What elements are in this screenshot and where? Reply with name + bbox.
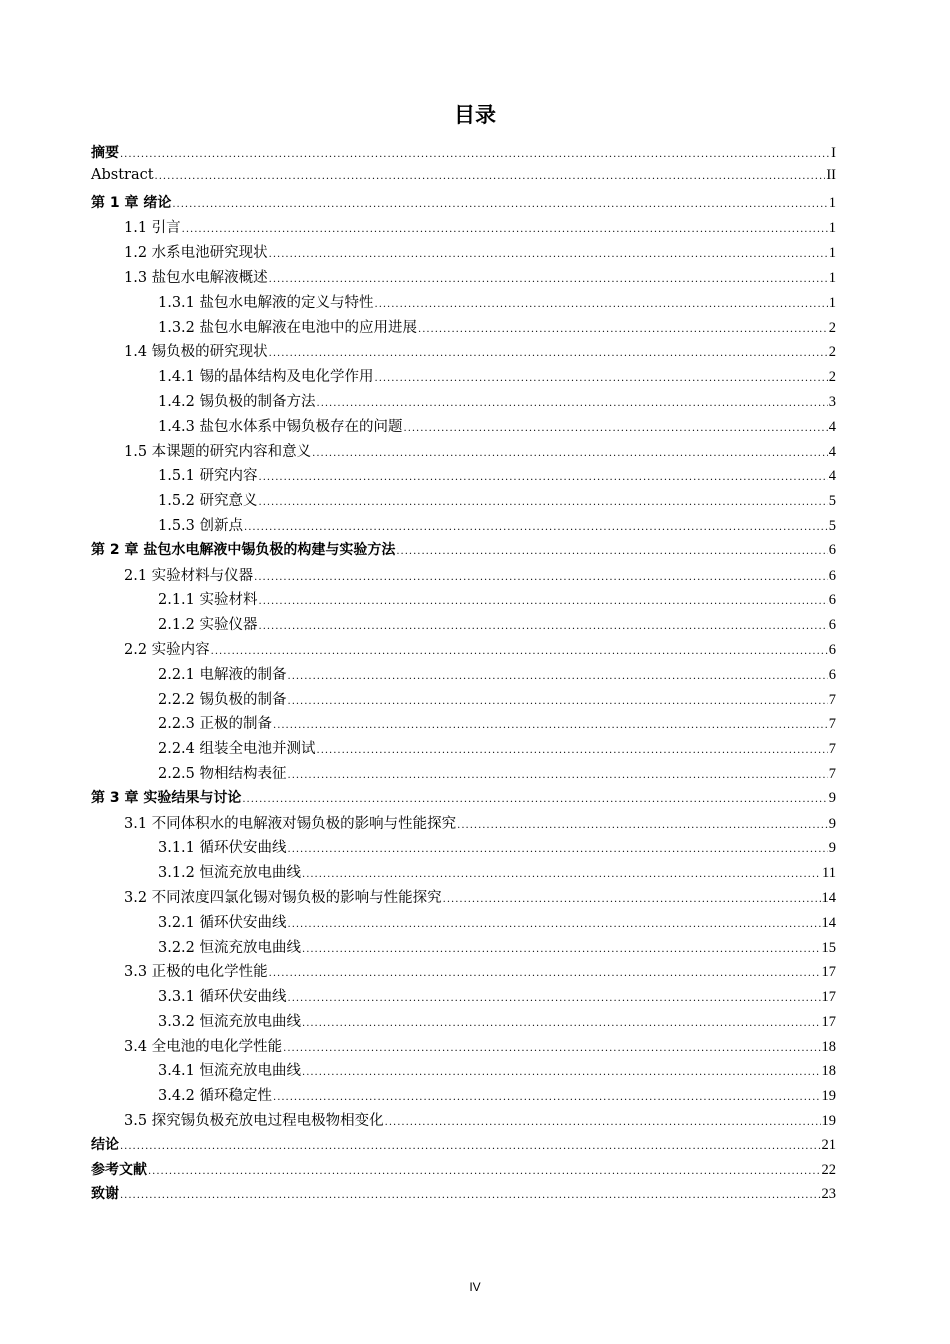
dot-leader bbox=[273, 1092, 820, 1103]
dot-leader bbox=[375, 373, 828, 384]
toc-entry[interactable] bbox=[91, 861, 836, 886]
dot-leader bbox=[120, 1190, 821, 1201]
dot-leader bbox=[283, 1043, 820, 1054]
dot-leader bbox=[375, 299, 828, 310]
dot-leader bbox=[155, 171, 826, 182]
toc-entry-page: I bbox=[831, 145, 836, 161]
toc-entry-page: 6 bbox=[828, 592, 836, 609]
dot-leader bbox=[269, 274, 828, 285]
toc-entry-label: 1.3.1 盐包水电解液的定义与特性 bbox=[158, 294, 374, 311]
toc-entry-page: II bbox=[826, 166, 836, 183]
toc-entry-label: 3.1.1 循环伏安曲线 bbox=[158, 840, 287, 857]
toc-entry-page: 18 bbox=[821, 1038, 836, 1055]
toc-entry-label: 1.3 盐包水电解液概述 bbox=[124, 269, 268, 286]
dot-leader bbox=[443, 894, 821, 905]
toc-entry-page: 6 bbox=[828, 666, 836, 683]
toc-entry[interactable] bbox=[91, 167, 836, 192]
dot-leader bbox=[259, 621, 828, 632]
dot-leader bbox=[259, 497, 828, 508]
table-of-contents bbox=[91, 142, 836, 1208]
toc-entry-label: 摘要 bbox=[91, 145, 119, 161]
toc-entry-page: 19 bbox=[821, 1113, 836, 1130]
toc-entry[interactable] bbox=[91, 489, 836, 514]
toc-entry[interactable] bbox=[91, 1183, 836, 1208]
toc-entry-page: 17 bbox=[821, 964, 836, 981]
toc-entry-page: 1 bbox=[828, 269, 836, 286]
toc-entry-page: 5 bbox=[828, 517, 836, 534]
toc-entry-label: 1.5.1 研究内容 bbox=[158, 468, 258, 485]
toc-title: 目录 bbox=[454, 103, 496, 127]
toc-entry[interactable] bbox=[91, 638, 836, 663]
toc-entry-page: 7 bbox=[828, 741, 836, 758]
dot-leader bbox=[259, 472, 828, 483]
dot-leader bbox=[302, 869, 821, 880]
toc-entry-label: Abstract bbox=[91, 166, 154, 183]
dot-leader bbox=[120, 1141, 821, 1152]
toc-entry-page: 4 bbox=[828, 418, 836, 435]
toc-entry[interactable] bbox=[91, 266, 836, 291]
dot-leader bbox=[312, 448, 828, 459]
toc-entry-page: 1 bbox=[828, 220, 836, 237]
toc-entry-page: 4 bbox=[828, 468, 836, 485]
dot-leader bbox=[273, 720, 828, 731]
dot-leader bbox=[259, 596, 828, 607]
toc-entry-page: 6 bbox=[828, 567, 836, 584]
toc-entry-label: 1.5.3 创新点 bbox=[158, 517, 244, 534]
toc-entry[interactable] bbox=[91, 613, 836, 638]
dot-leader bbox=[288, 919, 821, 930]
dot-leader bbox=[288, 671, 828, 682]
toc-entry-label: 1.4.1 锡的晶体结构及电化学作用 bbox=[158, 369, 374, 386]
toc-entry[interactable] bbox=[91, 960, 836, 985]
toc-entry[interactable] bbox=[91, 787, 836, 812]
dot-leader bbox=[317, 398, 828, 409]
toc-entry-page: 19 bbox=[821, 1088, 836, 1105]
dot-leader bbox=[288, 993, 821, 1004]
toc-entry[interactable] bbox=[91, 1035, 836, 1060]
toc-entry[interactable] bbox=[91, 464, 836, 489]
toc-entry-label: 1.5.2 研究意义 bbox=[158, 493, 258, 510]
toc-entry-page: 9 bbox=[828, 815, 836, 832]
toc-entry-page: 3 bbox=[828, 393, 836, 410]
dot-leader bbox=[404, 423, 828, 434]
toc-entry[interactable] bbox=[91, 688, 836, 713]
toc-entry[interactable] bbox=[91, 192, 836, 217]
dot-leader bbox=[182, 224, 828, 235]
toc-entry-page: 6 bbox=[828, 617, 836, 634]
toc-entry-page: 1 bbox=[828, 294, 836, 311]
dot-leader bbox=[148, 1166, 821, 1177]
dot-leader bbox=[288, 770, 828, 781]
toc-entry-page: 18 bbox=[821, 1063, 836, 1080]
toc-entry-label: 2.2.1 电解液的制备 bbox=[158, 666, 287, 683]
toc-entry-label: 3.3 正极的电化学性能 bbox=[124, 964, 268, 981]
toc-entry-label: 1.4 锡负极的研究现状 bbox=[124, 344, 268, 361]
toc-entry-page: 11 bbox=[822, 865, 836, 882]
toc-entry-page: 2 bbox=[828, 369, 836, 386]
toc-entry[interactable] bbox=[91, 911, 836, 936]
toc-entry-page: 6 bbox=[828, 641, 836, 658]
toc-entry-page: 2 bbox=[828, 319, 836, 336]
toc-entry-label: 3.2.1 循环伏安曲线 bbox=[158, 914, 287, 931]
dot-leader bbox=[302, 944, 820, 955]
toc-entry-label: 2.2.3 正极的制备 bbox=[158, 716, 273, 733]
dot-leader bbox=[396, 546, 827, 557]
dot-leader bbox=[242, 794, 827, 805]
toc-entry-page: 22 bbox=[821, 1161, 836, 1178]
dot-leader bbox=[288, 844, 828, 855]
toc-entry-label: 3.1.2 恒流充放电曲线 bbox=[158, 865, 302, 882]
toc-entry-label: 3.4.2 循环稳定性 bbox=[158, 1088, 273, 1105]
dot-leader bbox=[457, 820, 828, 831]
toc-entry-label: 1.2 水系电池研究现状 bbox=[124, 245, 268, 262]
toc-entry[interactable] bbox=[91, 539, 836, 564]
toc-entry-page: 21 bbox=[821, 1136, 836, 1153]
dot-leader bbox=[288, 696, 828, 707]
toc-entry-page: 14 bbox=[821, 914, 836, 931]
toc-entry-label: 3.2.2 恒流充放电曲线 bbox=[158, 939, 302, 956]
toc-entry-label: 2.2 实验内容 bbox=[124, 641, 210, 658]
toc-entry[interactable] bbox=[91, 241, 836, 266]
toc-entry[interactable] bbox=[91, 737, 836, 762]
toc-entry-label: 3.4.1 恒流充放电曲线 bbox=[158, 1063, 302, 1080]
dot-leader bbox=[172, 199, 827, 210]
toc-entry-label: 2.1.2 实验仪器 bbox=[158, 617, 258, 634]
toc-entry-page: 9 bbox=[828, 789, 836, 806]
toc-entry[interactable] bbox=[91, 886, 836, 911]
toc-entry-label: 第 1 章 绪论 bbox=[91, 194, 172, 211]
toc-entry-label: 3.3.1 循环伏安曲线 bbox=[158, 989, 287, 1006]
dot-leader bbox=[302, 1018, 820, 1029]
toc-entry[interactable] bbox=[91, 316, 836, 341]
toc-entry-label: 3.2 不同浓度四氯化锡对锡负极的影响与性能探究 bbox=[124, 889, 442, 906]
toc-entry[interactable] bbox=[91, 588, 836, 613]
toc-entry-label: 3.3.2 恒流充放电曲线 bbox=[158, 1013, 302, 1030]
dot-leader bbox=[120, 149, 830, 160]
toc-entry[interactable] bbox=[91, 1059, 836, 1084]
toc-entry-label: 第 3 章 实验结果与讨论 bbox=[91, 789, 242, 806]
dot-leader bbox=[269, 249, 828, 260]
toc-entry-page: 14 bbox=[821, 889, 836, 906]
toc-entry-label: 3.1 不同体积水的电解液对锡负极的影响与性能探究 bbox=[124, 815, 457, 832]
toc-entry-label: 致谢 bbox=[91, 1186, 119, 1203]
toc-entry[interactable] bbox=[91, 1134, 836, 1159]
toc-entry[interactable] bbox=[91, 365, 836, 390]
dot-leader bbox=[385, 1117, 821, 1128]
toc-entry-page: 6 bbox=[828, 541, 836, 558]
toc-entry-label: 1.4.2 锡负极的制备方法 bbox=[158, 393, 316, 410]
toc-entry-page: 17 bbox=[821, 1013, 836, 1030]
dot-leader bbox=[269, 968, 821, 979]
toc-entry-label: 2.2.2 锡负极的制备 bbox=[158, 691, 287, 708]
toc-entry[interactable] bbox=[91, 1010, 836, 1035]
toc-entry[interactable] bbox=[91, 564, 836, 589]
toc-entry[interactable] bbox=[91, 216, 836, 241]
dot-leader bbox=[302, 1067, 820, 1078]
toc-entry-page: 23 bbox=[821, 1186, 836, 1203]
toc-entry-label: 1.5 本课题的研究内容和意义 bbox=[124, 443, 312, 460]
toc-entry-label: 1.4.3 盐包水体系中锡负极存在的问题 bbox=[158, 418, 403, 435]
dot-leader bbox=[317, 745, 828, 756]
toc-entry-page: 2 bbox=[828, 344, 836, 361]
toc-entry[interactable] bbox=[91, 1159, 836, 1184]
toc-entry-page: 1 bbox=[828, 245, 836, 262]
toc-entry-page: 7 bbox=[828, 691, 836, 708]
toc-entry[interactable] bbox=[91, 340, 836, 365]
toc-entry[interactable] bbox=[91, 936, 836, 961]
toc-entry[interactable] bbox=[91, 836, 836, 861]
dot-leader bbox=[211, 646, 828, 657]
toc-entry[interactable] bbox=[91, 985, 836, 1010]
toc-entry[interactable] bbox=[91, 812, 836, 837]
toc-entry-page: 15 bbox=[821, 939, 836, 956]
toc-entry-label: 2.2.5 物相结构表征 bbox=[158, 765, 287, 782]
toc-entry[interactable] bbox=[91, 514, 836, 539]
toc-entry-label: 2.2.4 组装全电池并测试 bbox=[158, 741, 316, 758]
toc-entry[interactable] bbox=[91, 762, 836, 787]
toc-entry-label: 1.3.2 盐包水电解液在电池中的应用进展 bbox=[158, 319, 418, 336]
toc-entry-label: 2.1 实验材料与仪器 bbox=[124, 567, 254, 584]
toc-entry-label: 3.5 探究锡负极充放电过程电极物相变化 bbox=[124, 1113, 384, 1130]
dot-leader bbox=[418, 324, 828, 335]
toc-entry[interactable] bbox=[91, 440, 836, 465]
toc-entry-page: 7 bbox=[828, 716, 836, 733]
dot-leader bbox=[254, 572, 828, 583]
toc-entry[interactable] bbox=[91, 291, 836, 316]
toc-entry[interactable] bbox=[91, 142, 836, 167]
toc-entry[interactable] bbox=[91, 390, 836, 415]
toc-entry-page: 5 bbox=[828, 493, 836, 510]
toc-entry-label: 第 2 章 盐包水电解液中锡负极的构建与实验方法 bbox=[91, 541, 396, 558]
toc-entry-label: 参考文献 bbox=[91, 1161, 147, 1178]
toc-entry-page: 17 bbox=[821, 989, 836, 1006]
toc-entry-label: 结论 bbox=[91, 1136, 119, 1153]
toc-entry[interactable] bbox=[91, 415, 836, 440]
toc-entry-page: 1 bbox=[828, 194, 836, 211]
toc-entry-label: 1.1 引言 bbox=[124, 220, 181, 237]
toc-entry-page: 4 bbox=[828, 443, 836, 460]
toc-entry[interactable] bbox=[91, 712, 836, 737]
toc-entry-label: 2.1.1 实验材料 bbox=[158, 592, 258, 609]
dot-leader bbox=[269, 348, 828, 359]
toc-entry-label: 3.4 全电池的电化学性能 bbox=[124, 1038, 283, 1055]
dot-leader bbox=[244, 522, 828, 533]
toc-entry-page: 7 bbox=[828, 765, 836, 782]
toc-entry[interactable] bbox=[91, 663, 836, 688]
toc-entry[interactable] bbox=[91, 1084, 836, 1109]
toc-entry-page: 9 bbox=[828, 840, 836, 857]
page-number: IV bbox=[469, 1280, 481, 1294]
toc-entry[interactable] bbox=[91, 1109, 836, 1134]
